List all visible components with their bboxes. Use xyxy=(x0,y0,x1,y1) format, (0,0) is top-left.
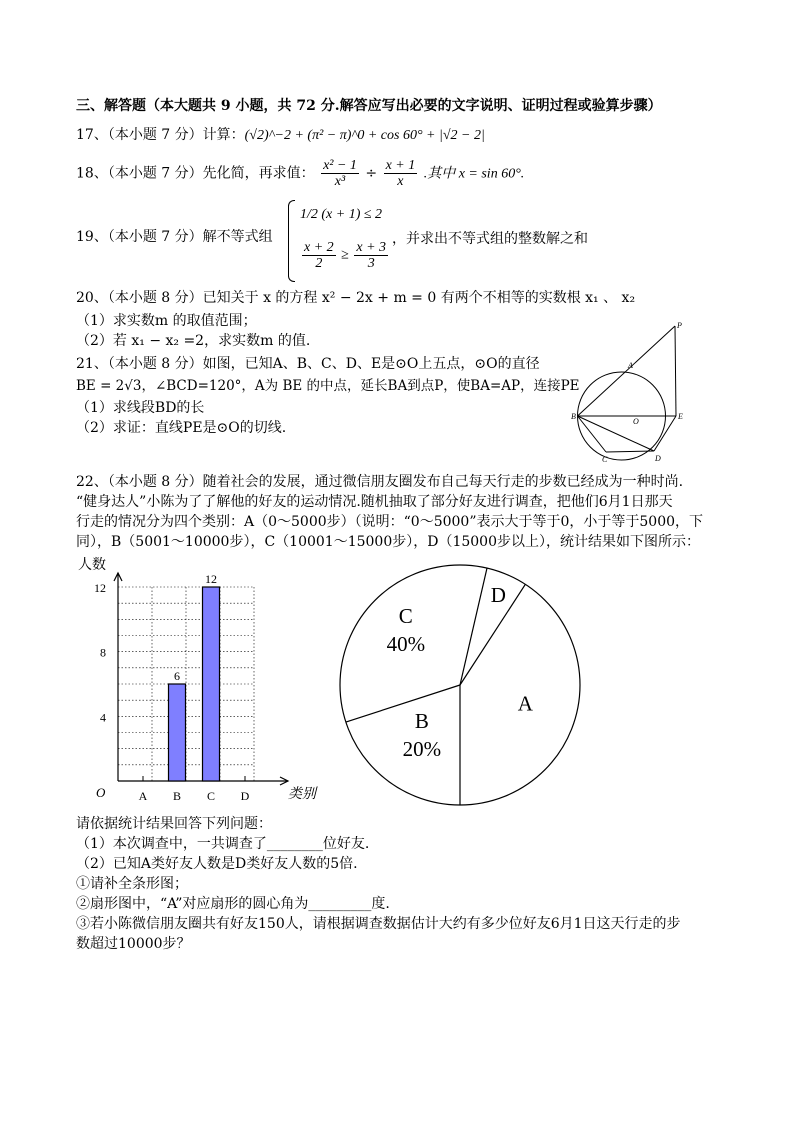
bar-chart-y-tick-label: 12 xyxy=(94,581,106,595)
question-22-line-4: 同），B（5001～10000步），C（10001～15000步），D（15000步以上），统计结果如下图所示： xyxy=(76,534,700,550)
q19-frac-right xyxy=(354,240,388,271)
bar-C xyxy=(203,587,220,781)
q19-inequality-1: 1/2 (x + 1) ≤ 2 xyxy=(300,207,383,222)
q18-tail: .其中 x = sin 60°. xyxy=(423,166,525,182)
pie-percent-C: 40% xyxy=(386,631,426,656)
section-heading: 三、解答题（本大题共 9 小题，共 72 分.解答应写出必要的文字说明、证明过程或验算步骤） xyxy=(76,98,662,114)
line-bp xyxy=(578,326,676,416)
bar-chart-y-axis-label: 人数 xyxy=(78,558,106,573)
label-b: B xyxy=(571,412,576,421)
bar-chart-origin-label: O xyxy=(96,785,106,800)
question-22-line-1: 22、（本小题 8 分）随着社会的发展，通过微信朋友圈发布自己每天行走的步数已经成为一种时尚. xyxy=(76,474,684,490)
q17-label: 17、（本小题 7 分）计算： xyxy=(76,127,245,143)
q18-operator: ÷ xyxy=(365,165,378,182)
bar-chart-category-label: B xyxy=(172,789,182,803)
pie-label-D: D xyxy=(490,582,506,607)
q18-fraction-1 xyxy=(321,158,359,189)
bar-chart xyxy=(70,555,330,805)
q18-frac2-num: x + 1 xyxy=(385,158,416,173)
q19-frac-left xyxy=(302,240,336,271)
q22-sub-1: （1）本次调查中，一共调查了________位好友. xyxy=(76,836,370,852)
q22-sub-3: ①请补全条形图； xyxy=(76,876,188,892)
bar-chart-y-tick-label: 8 xyxy=(100,645,106,660)
q20-part-2: （2）若 x₁ − x₂ =2，求实数m 的值. xyxy=(76,333,311,349)
q22-sub-2: （2）已知A类好友人数是D类好友人数的5倍. xyxy=(76,856,358,872)
bar-chart-category-label: C xyxy=(206,789,216,803)
q22-sub-6: 数超过10000步？ xyxy=(76,936,191,952)
q17-expression: (√2)^−2 + (π² − π)^0 + cos 60° + |√2 − 2| xyxy=(244,128,485,143)
q21-part-2: （2）求证：直线PE是⊙O的切线. xyxy=(76,420,287,436)
label-e: E xyxy=(678,412,683,421)
pie-percent-B: 20% xyxy=(402,736,442,761)
q21-part-1: （1）求线段BD的长 xyxy=(76,400,205,416)
q18-label: 18、（本小题 7 分）先化简，再求值： xyxy=(76,165,315,182)
bar-value-label: 6 xyxy=(174,669,180,683)
q22-prompt: 请依据统计结果回答下列问题： xyxy=(76,816,272,832)
q18-frac1-den: x³ xyxy=(334,174,346,189)
label-d: D xyxy=(655,454,661,463)
pie-label-A: A xyxy=(517,691,533,716)
q19-tail: ，并求出不等式组的整数解之和 xyxy=(392,231,588,247)
q19-relation: ≥ xyxy=(341,247,349,263)
label-c: C xyxy=(602,455,608,464)
bar-chart-category-label: D xyxy=(240,789,250,803)
pie-chart xyxy=(330,555,590,815)
line-pe xyxy=(675,326,676,416)
q19-inequality-2 xyxy=(300,240,390,271)
q19-brace xyxy=(288,200,295,282)
question-20: 20、（本小题 8 分）已知关于 x 的方程 x² − 2x + m = 0 有两个不相等的实数根 x₁ 、 x₂ xyxy=(76,290,636,306)
bar-chart-x-axis-label: 类别 xyxy=(288,787,316,802)
q21-geometry-figure xyxy=(571,318,696,468)
question-19-label: 19、（本小题 7 分）解不等式组 xyxy=(76,229,273,245)
bar-B xyxy=(169,684,186,781)
pie-label-B: B xyxy=(414,708,429,733)
q22-sub-5: ③若小陈微信朋友圈共有好友150人，请根据调查数据估计大约有多少位好友6月1日这天行走的步 xyxy=(76,916,681,932)
label-a: A xyxy=(628,361,633,370)
question-22-line-3: 行走的情况分为四个类别：A（0～5000步）（说明：“0～5000”表示大于等于0，小于等于5000，下 xyxy=(76,514,704,530)
q22-sub-4: ②扇形图中，“A”对应扇形的圆心角为_________度. xyxy=(76,896,390,912)
bar-chart-y-tick-label: 4 xyxy=(100,710,106,725)
bar-value-label: 12 xyxy=(205,572,217,586)
q18-frac2-den: x xyxy=(397,174,404,189)
label-o: O xyxy=(633,417,639,426)
question-22-line-2: “健身达人”小陈为了了解他的好友的运动情况.随机抽取了部分好友进行调查，把他们6月1日那天 xyxy=(76,494,673,510)
q19-frac-right-num: x + 3 xyxy=(356,240,387,255)
q19-frac-left-den: 2 xyxy=(315,256,323,271)
question-17 xyxy=(76,126,485,145)
q20-part-1: （1）求实数m 的取值范围； xyxy=(76,313,257,329)
bar-chart-category-label: A xyxy=(138,789,148,803)
question-18 xyxy=(76,158,524,189)
q19-frac-right-den: 3 xyxy=(367,256,375,271)
pie-label-C: C xyxy=(398,603,413,628)
question-21-line-2: BE = 2√3，∠BCD=120°，A为 BE 的中点，延长BA到点P，使BA=AP，连接PE xyxy=(76,378,580,394)
question-21-line-1: 21、（本小题 8 分）如图，已知A、B、C、D、E是⊙O上五点，⊙O的直径 xyxy=(76,356,540,372)
q18-fraction-2 xyxy=(384,158,418,189)
q19-frac-left-num: x + 2 xyxy=(304,240,334,255)
q18-frac1-num: x² − 1 xyxy=(323,158,357,173)
label-p: P xyxy=(677,321,682,330)
